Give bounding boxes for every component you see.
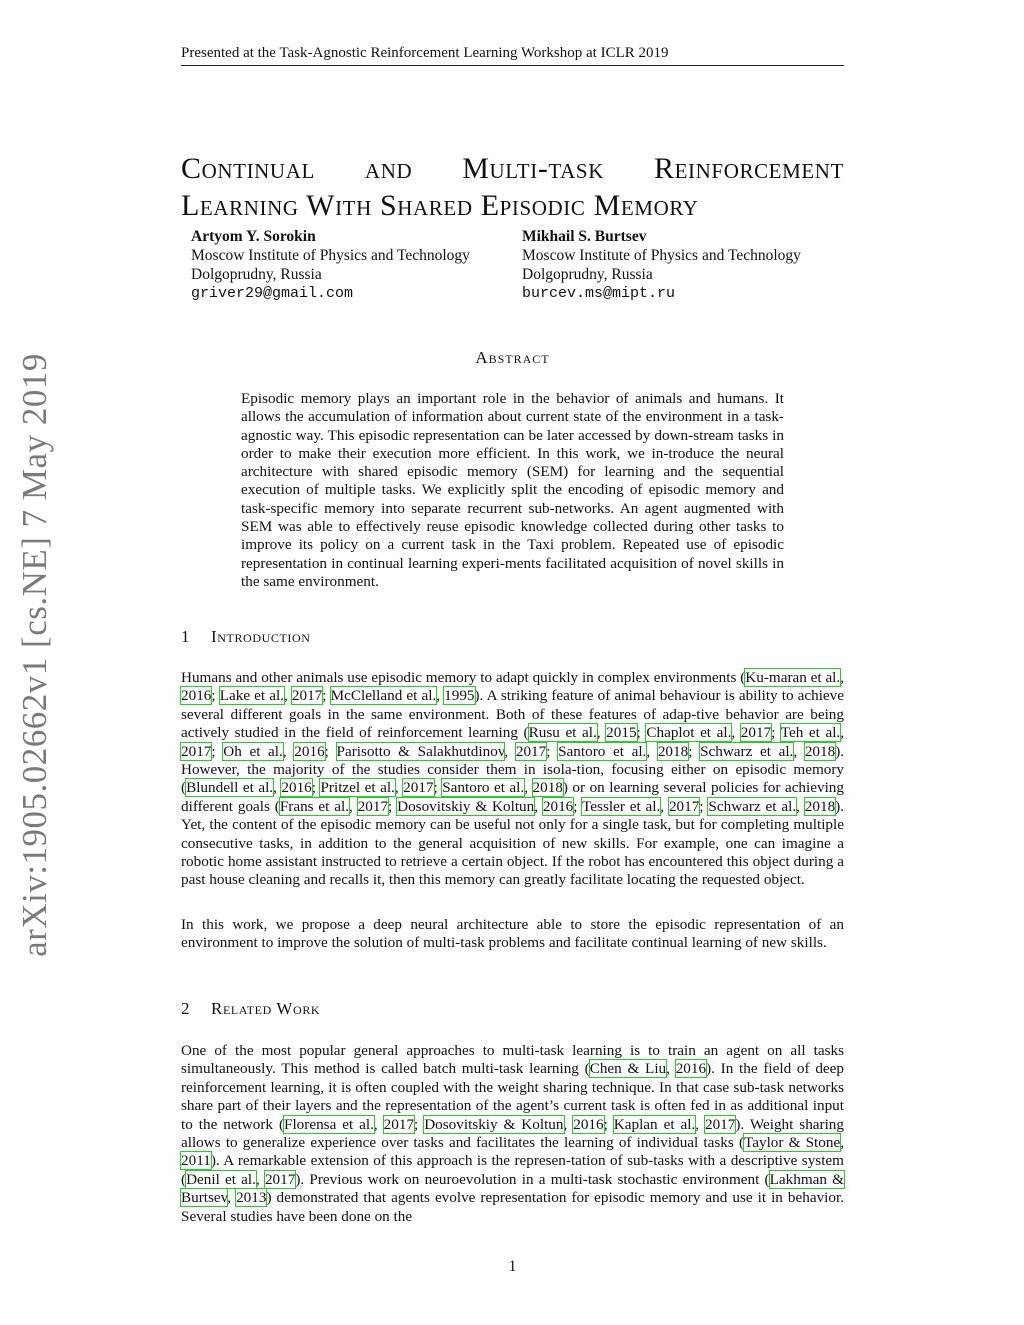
section-number: 2 (181, 999, 191, 1018)
abstract-heading: Abstract (475, 348, 550, 367)
citation-link[interactable]: Dosovitskiy & Koltun (397, 797, 535, 815)
citation-link[interactable]: Taylor & Stone (744, 1134, 841, 1152)
citation-link[interactable]: 2017 (704, 1115, 736, 1133)
citation-link[interactable]: 2015 (606, 724, 637, 742)
citation-link[interactable]: 2013 (236, 1189, 267, 1207)
arxiv-stamp (0, 350, 70, 960)
author-name: Artyom Y. Sorokin (191, 228, 316, 245)
section-heading-introduction (181, 627, 844, 647)
citation-link[interactable]: Blundell et al. (186, 779, 274, 797)
citation-link[interactable]: Oh et al. (223, 742, 283, 760)
title-line-1: Continual and Multi-task Reinforcement (181, 152, 844, 186)
citation-link[interactable]: Schwarz et al. (708, 797, 797, 815)
abstract-body: Episodic memory plays an important role in the behavior of animals and humans. It allows the accumulation of information about current state of the environment in a task-agnostic way. This episodic representation can be later accessed by down-stream tasks in order to make their execution more efficient. In this work, we in-troduce the neural architecture with shared episodic memory (SEM) for learning and the sequential execution of multiple tasks. We explicitly split the encoding of episodic memory and task-specific memory into separate recurrent sub-networks. An agent augmented with SEM was able to effectively reuse episodic knowledge collected during other tasks to improve its policy on a current task in the Taxi problem. Repeated use of episodic representation in continual learning experi-ments facilitated acquisition of novel skills in the same environment. (241, 390, 784, 590)
citation-link[interactable]: Florensa et al. (284, 1115, 374, 1133)
citation-link[interactable]: 2017 (357, 797, 389, 815)
citation-link[interactable]: 2017 (403, 779, 434, 797)
title-line-2: Learning With Shared Episodic Memory (181, 189, 699, 223)
intro-paragraph-2: In this work, we propose a deep neural architecture able to store the episodic representation of an environment to improve the solution of multi-task problems and facilitate continual learning of new skills. (181, 916, 844, 952)
citation-link[interactable]: 2016 (281, 779, 312, 797)
author-email[interactable]: griver29@gmail.com (191, 285, 354, 302)
section-number: 1 (181, 627, 191, 646)
citation-link[interactable]: 2016 (294, 742, 325, 760)
citation-link[interactable]: 2016 (542, 797, 574, 815)
citation-link[interactable]: Teh et al. (780, 724, 841, 742)
section-heading-related-work (181, 999, 844, 1019)
citation-link[interactable]: Chaplot et al. (646, 724, 732, 742)
citation-link[interactable]: 2018 (804, 742, 836, 760)
citation-link[interactable]: Ku-maran et al. (745, 669, 841, 686)
author-block-1 (191, 227, 470, 303)
citation-link[interactable]: Santoro et al. (442, 779, 525, 797)
citation-link[interactable]: 2017 (181, 742, 212, 760)
citation-link[interactable]: 2017 (515, 742, 547, 760)
citation-link[interactable]: 2018 (657, 742, 689, 760)
author-email[interactable]: burcev.ms@mipt.ru (522, 285, 676, 302)
citation-link[interactable]: Rusu et al. (528, 724, 597, 742)
author-affiliation: Moscow Institute of Physics and Technology (191, 247, 470, 264)
author-name: Mikhail S. Burtsev (522, 228, 647, 245)
section-title: Related Work (211, 999, 321, 1018)
paper-title (181, 150, 844, 224)
arxiv-id: arXiv:1905.02662v1 [cs.NE] 7 May 2019 (15, 353, 55, 957)
related-work-paragraph-1: One of the most popular general approaches to multi-task learning is to train an agent on all tasks simultaneously. This method is called batch multi-task learning (Chen & Liu, 2016). In the field of deep reinforcement learning, it is often coupled with the weight sharing technique. In that case sub-task networks share part of their layers and the representation of the agent’s current task is often fed in as additional input to the network (Florensa et al., 2017; Dosovitskiy & Koltun, 2016; Kaplan et al., 2017). Weight sharing allows to generalize experience over tasks and facilitates the learning of individual tasks (Taylor & Stone, 2011). A remarkable extension of this approach is the represen-tation of sub-tasks with a descriptive system (Denil et al., 2017). Previous work on neuroevolution in a multi-task stochastic environment (Lakhman & Burtsev, 2013) demonstrated that agents evolve representation for episodic memory and use it in behavior. Several studies have been done on the (181, 1042, 844, 1225)
author-affiliation: Moscow Institute of Physics and Technology (522, 247, 801, 264)
citation-link[interactable]: McClelland et al. (330, 687, 437, 705)
intro-paragraph-1: Humans and other animals use episodic memory to adapt quickly in complex environments (Ku-maran et al., 2016; Lake et al., 2017; McClelland et al., 1995). A striking feature of animal behaviour is ability to achieve several different goals in the same environment. Both of these features of adap-tive behavior are being actively studied in the field of reinforcement learning (Rusu et al., 2015; Chaplot et al., 2017; Teh et al., 2017; Oh et al., 2016; Parisotto & Salakhutdinov, 2017; Santoro et al., 2018; Schwarz et al., 2018). However, the majority of the studies consider them in isola-tion, focusing either on episodic memory (Blundell et al., 2016; Pritzel et al., 2017; Santoro et al., 2018) or on learning several policies for achieving different goals (Frans et al., 2017; Dosovitskiy & Koltun, 2016; Tessler et al., 2017; Schwarz et al., 2018). Yet, the content of the episodic memory can be useful not only for a single task, but for completing multiple consecutive tasks, in addition to the general acquisition of new skills. For example, one can imagine a robotic home assistant instructed to retrieve a certain object. If the robot has encountered this object during a past house cleaning and recalls it, then this memory can greatly facilitate locating the requested object. (181, 669, 845, 889)
citation-link[interactable]: 2017 (291, 687, 323, 705)
citation-link[interactable]: Lakhman & Burtsev (181, 1170, 844, 1207)
citation-link[interactable]: 2018 (804, 797, 836, 815)
citation-link[interactable]: Denil et al. (186, 1170, 256, 1188)
section-title: Introduction (211, 627, 311, 646)
header-rule (181, 65, 844, 66)
citation-link[interactable]: 2017 (668, 797, 700, 815)
citation-link[interactable]: Frans et al. (279, 797, 349, 815)
running-header: Presented at the Task-Agnostic Reinforcement Learning Workshop at ICLR 2019 (181, 45, 669, 61)
citation-link[interactable]: Tessler et al. (582, 797, 661, 815)
citation-link[interactable]: 2011 (181, 1152, 211, 1170)
citation-link[interactable]: 2016 (181, 687, 212, 705)
citation-link[interactable]: Santoro et al. (558, 742, 647, 760)
citation-link[interactable]: 2017 (264, 1170, 296, 1188)
citation-link[interactable]: Pritzel et al. (320, 779, 395, 797)
citation-link[interactable]: 2017 (740, 724, 772, 742)
author-location: Dolgoprudny, Russia (522, 266, 653, 283)
citation-link[interactable]: Parisotto & Salakhutdinov (336, 742, 505, 760)
citation-link[interactable]: 2017 (383, 1115, 415, 1133)
page-number: 1 (508, 1258, 517, 1275)
author-location: Dolgoprudny, Russia (191, 266, 322, 283)
citation-link[interactable]: Dosovitskiy & Koltun (424, 1115, 564, 1133)
citation-link[interactable]: Kaplan et al. (613, 1115, 696, 1133)
citation-link[interactable]: 2016 (675, 1060, 707, 1078)
citation-link[interactable]: 1995 (444, 687, 475, 705)
citation-link[interactable]: 2016 (573, 1115, 604, 1133)
citation-link[interactable]: Lake et al. (219, 687, 284, 705)
citation-link[interactable]: Chen & Liu (589, 1060, 667, 1078)
citation-link[interactable]: 2018 (532, 779, 563, 797)
author-block-2 (522, 227, 801, 303)
citation-link[interactable]: Schwarz et al. (700, 742, 794, 760)
